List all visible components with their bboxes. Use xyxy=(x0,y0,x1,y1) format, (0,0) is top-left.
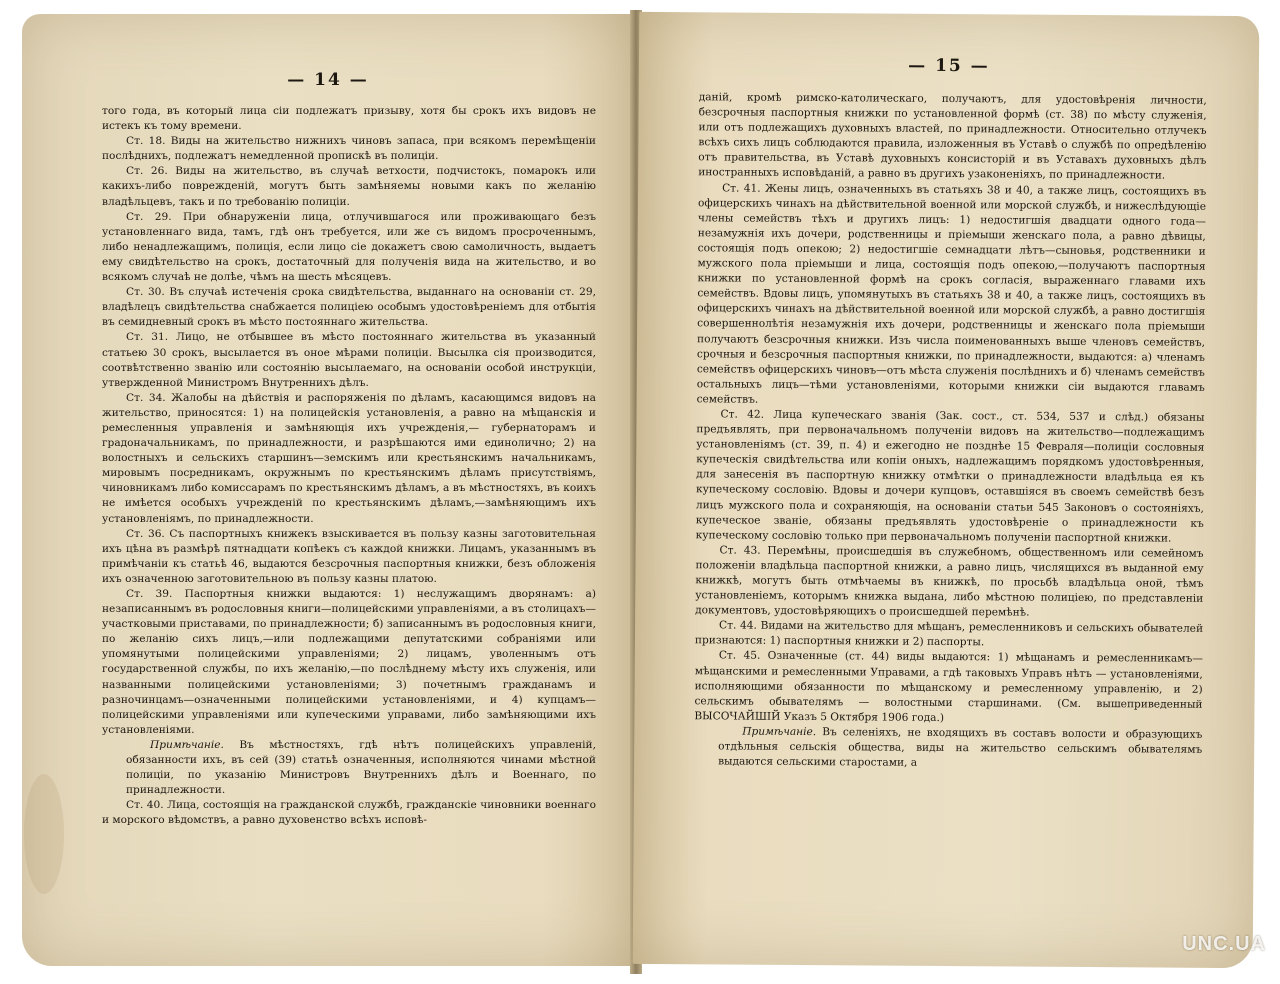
note-label: Примѣчаніе. xyxy=(742,725,817,739)
note xyxy=(694,724,1202,773)
paragraph: даній, кромѣ римско-католическаго, получаютъ, для удостовѣренія личности, безсрочныя паспортныя книжки по установленной формѣ (ст. 38) по мѣсту служенія, или отъ подлежащихъ духовныхъ властей, по принадлежности. Относительно отлучекъ всѣхъ сихъ лицъ соблюдаются правила, изложенныя въ Уставѣ о службѣ по опредѣленію отъ правительства, въ Уставѣ духовныхъ консисторій и въ Уставахъ духовныхъ дѣлъ иностранныхъ исповѣданій, а равно въ другихъ узаконеніяхъ, по принадлежности. xyxy=(698,91,1207,182)
right-page-text xyxy=(694,90,1207,773)
note-text: Въ мѣстностяхъ, гдѣ нѣтъ полицейскихъ управленій, обязанности ихъ, въ сей (39) статьѣ означенныя, исполняются чинами мѣстной полиціи, по указанію Министровъ Внутреннихъ дѣлъ и Военнаго, по принадлежности. xyxy=(126,738,596,797)
note xyxy=(102,738,596,798)
right-page xyxy=(633,12,1260,968)
watermark-logo: UNC.UA xyxy=(1182,933,1266,955)
paragraph: Ст. 18. Виды на жительство нижнихъ чиновъ запаса, при всякомъ перемѣщеніи послѣднихъ, подлежатъ немедленной пропискѣ въ полиціи. xyxy=(102,135,596,163)
paragraph: Ст. 44. Видами на жительство для мѣщанъ, ремесленниковъ и сельскихъ обывателей признаются: 1) паспортныя книжки и 2) паспорты. xyxy=(694,619,1204,649)
paragraph: того года, въ который лица сіи подлежатъ призыву, хотя бы срокъ ихъ видовъ не истекъ къ тому времени. xyxy=(102,105,596,133)
paragraph: Ст. 36. Съ паспортныхъ книжекъ взыскивается въ пользу казны заготовительная ихъ цѣна въ размѣрѣ пятнадцати копѣекъ съ каждой книжки. Лицамъ, указаннымъ въ примѣчаніи къ статьѣ 46, выдаются безсрочныя паспортныя книжки, безъ обложенія ихъ означенною заготовительною въ пользу казны платою. xyxy=(102,527,596,585)
paragraph: Ст. 31. Лицо, не отбывшее въ мѣсто постояннаго жительства въ указанный статьею 30 срокъ, высылается въ оное мѣрами полиціи. Высылка сія производится, соотвѣтственно званію или состоянію высылаемаго, на основаніи особой инструкціи, утвержденной Министромъ Внутреннихъ дѣлъ. xyxy=(102,331,596,389)
paragraph: Ст. 29. При обнаруженіи лица, отлучившагося или проживающаго безъ установленнаго вида, тамъ, гдѣ онъ требуется, или же съ видомъ просроченнымъ, либо ненадлежащимъ, полиція, если лицо сіе докажетъ свою самоличность, выдаетъ ему свидѣтельство на срокъ, достаточный для полученія вида на жительство, и во всякомъ случаѣ не долѣе, чѣмъ на шесть мѣсяцевъ. xyxy=(102,210,596,284)
note-text: Въ селеніяхъ, не входящихъ въ составъ волости и образующихъ отдѣльныя сельскія общества, виды на жительство сельскимъ обывателямъ выдаются сельскими старостами, а xyxy=(718,726,1203,769)
paragraph: Ст. 41. Жены лицъ, означенныхъ въ статьяхъ 38 и 40, а также лицъ, состоящихъ въ офицерскихъ чинахъ на дѣйствительной военной или морской службѣ, и нижеслѣдующіе члены семействъ тѣхъ и другихъ лицъ: 1) недостигшія двадцати одного года—незамужнія ихъ дочери, родственницы и пріемыши женскаго пола, а равно дѣвицы, состоящія подъ опекою; 2) недостигшіе семнадцати лѣтъ—сыновья, родственники и мужского пола пріемыши и лица, состоящія подъ опекою,—получаютъ паспортныя книжки по установленной формѣ на срокъ согласія, выраженнаго главами ихъ семействъ. Вдовы лицъ, упомянутыхъ въ статьяхъ 38 и 40, а также лицъ, состоящихъ въ офицерскихъ чинахъ на дѣйствительной военной или морской службѣ, а равно достигшія совершеннолѣтія незамужнія ихъ дочери, родственницы и женскаго пола пріемыши получаютъ безсрочныя книжки. Изъ числа поименованныхъ выше членовъ семействъ, срочныя и безсрочныя паспортныя книжки, по принадлежности, выдаются: а) членамъ семействъ офицерскихъ чиновъ—отъ мѣста служенія послѣднихъ и б) членамъ семействъ остальныхъ лицъ—тѣми установленіями, которыми книжки сіи выдаются главамъ семействъ. xyxy=(696,181,1207,406)
paragraph: Ст. 34. Жалобы на дѣйствія и распоряженія по дѣламъ, касающимся видовъ на жительство, приносятся: 1) на полицейскія установленія, а равно на мѣщанскія и ремесленныя управленія и замѣняющія ихъ учрежденія,— губернаторамъ и градоначальникамъ, по принадлежности, и разрѣшаются ими единолично; 2) на волостныхъ и сельскихъ старшинъ—земскимъ или крестьянскимъ начальникамъ, мировымъ посредникамъ, окружнымъ по крестьянскимъ дѣламъ присутствіямъ, чиновникамъ либо комиссарамъ по крестьянскимъ дѣламъ, а въ мѣстностяхъ, въ коихъ не имѣется особыхъ учрежденій по крестьянскимъ дѣламъ,—замѣняющимъ ихъ установленіямъ, по принадлежности. xyxy=(102,391,596,525)
paragraph: Ст. 45. Означенные (ст. 44) виды выдаются: 1) мѣщанамъ и ремесленникамъ—мѣщанскими и ремесленными Управами, а гдѣ таковыхъ Управъ нѣтъ — установленіями, исполняющими обязанности по мѣщанскому и ремесленному управленію, и 2) сельскимъ обывателямъ — волостными старшинами. (См. вышеприведенный ВЫСОЧАЙШІЙ Указъ 5 Октября 1906 года.) xyxy=(694,649,1203,724)
paragraph: Ст. 39. Паспортныя книжки выдаются: 1) неслужащимъ дворянамъ: а) незаписаннымъ въ родословныя книги—полицейскими управленіями, а въ столицахъ—участковыми приставами, по принадлежности; б) записаннымъ въ родословныя книги, по желанію сихъ лицъ,—или подлежащими депутатскими собраніями или упомянутыми полицейскими управленіями; 2) лицамъ, уволеннымъ отъ государственной службы, по ихъ желанію,—по послѣднему мѣсту ихъ служенія, или названными полицейскими установленіями; 3) почетнымъ гражданамъ и разночинцамъ—означенными полицейскими установленіями, и 4) купцамъ—полицейскими управленіями или купеческими управами, либо замѣняющими ихъ установленіями. xyxy=(102,588,596,736)
left-page-text xyxy=(102,104,596,829)
paragraph: Ст. 43. Перемѣны, происшедшія въ служебномъ, общественномъ или семейномъ положеніи владѣльца паспортной книжки, а равно лицъ, числящихся въ выданной ему книжкѣ, могутъ быть отмѣчаемы въ книжкѣ, по просьбѣ владѣльца оной, тѣмъ установленіемъ, которымъ книжка выдана, либо мѣстною полиціею, по представленіи документовъ, удостовѣряющихъ о происшедшей перемѣнѣ. xyxy=(695,544,1204,619)
page-number-right: — 15 — xyxy=(908,55,990,77)
paragraph: Ст. 26. Виды на жительство, въ случаѣ ветхости, подчистокъ, помарокъ или какихъ-либо поврежденій, могутъ быть замѣняемы новыми какъ по желанію владѣльцевъ, такъ и по требованію полиціи. xyxy=(102,165,596,208)
left-page xyxy=(22,14,634,966)
paragraph: Ст. 42. Лица купеческаго званія (Зак. сост., ст. 534, 537 и слѣд.) обязаны предъявлять, при первоначальномъ полученіи видовъ на жительство—подлежащимъ установленіямъ (ст. 39, п. 4) и ежегодно не позднѣе 15 Февраля—полиціи сословныя купеческія свидѣтельства или копіи оныхъ, надлежащимъ порядкомъ удостовѣренныя, для занесенія въ паспортную книжку отмѣтки о принадлежности владѣльца ея къ купеческому сословію. Вдовы и дочери купцовъ, оставшіяся въ своемъ семействѣ безъ лицъ мужского пола и сохраняющія, на основаніи статьи 545 Законовъ о состояніяхъ, купеческое званіе, обязаны предъявлять удостовѣреніе о принадлежности къ купеческому сословію только при первоначальномъ полученіи паспортной книжки. xyxy=(695,408,1205,545)
paper-stain xyxy=(24,774,64,894)
paragraph: Ст. 40. Лица, состоящія на гражданской службѣ, гражданскіе чиновники военнаго и морского вѣдомствъ, а равно духовенство всѣхъ исповѣ- xyxy=(102,799,596,827)
page-number-left: — 14 — xyxy=(287,70,369,90)
note-label: Примѣчаніе. xyxy=(150,738,224,751)
paragraph: Ст. 30. Въ случаѣ истеченія срока свидѣтельства, выданнаго на основаніи ст. 29, владѣлецъ свидѣтельства снабжается полиціею особымъ удостовѣреніемъ для отбытія въ семидневный срокъ въ мѣсто постояннаго жительства. xyxy=(102,286,596,329)
